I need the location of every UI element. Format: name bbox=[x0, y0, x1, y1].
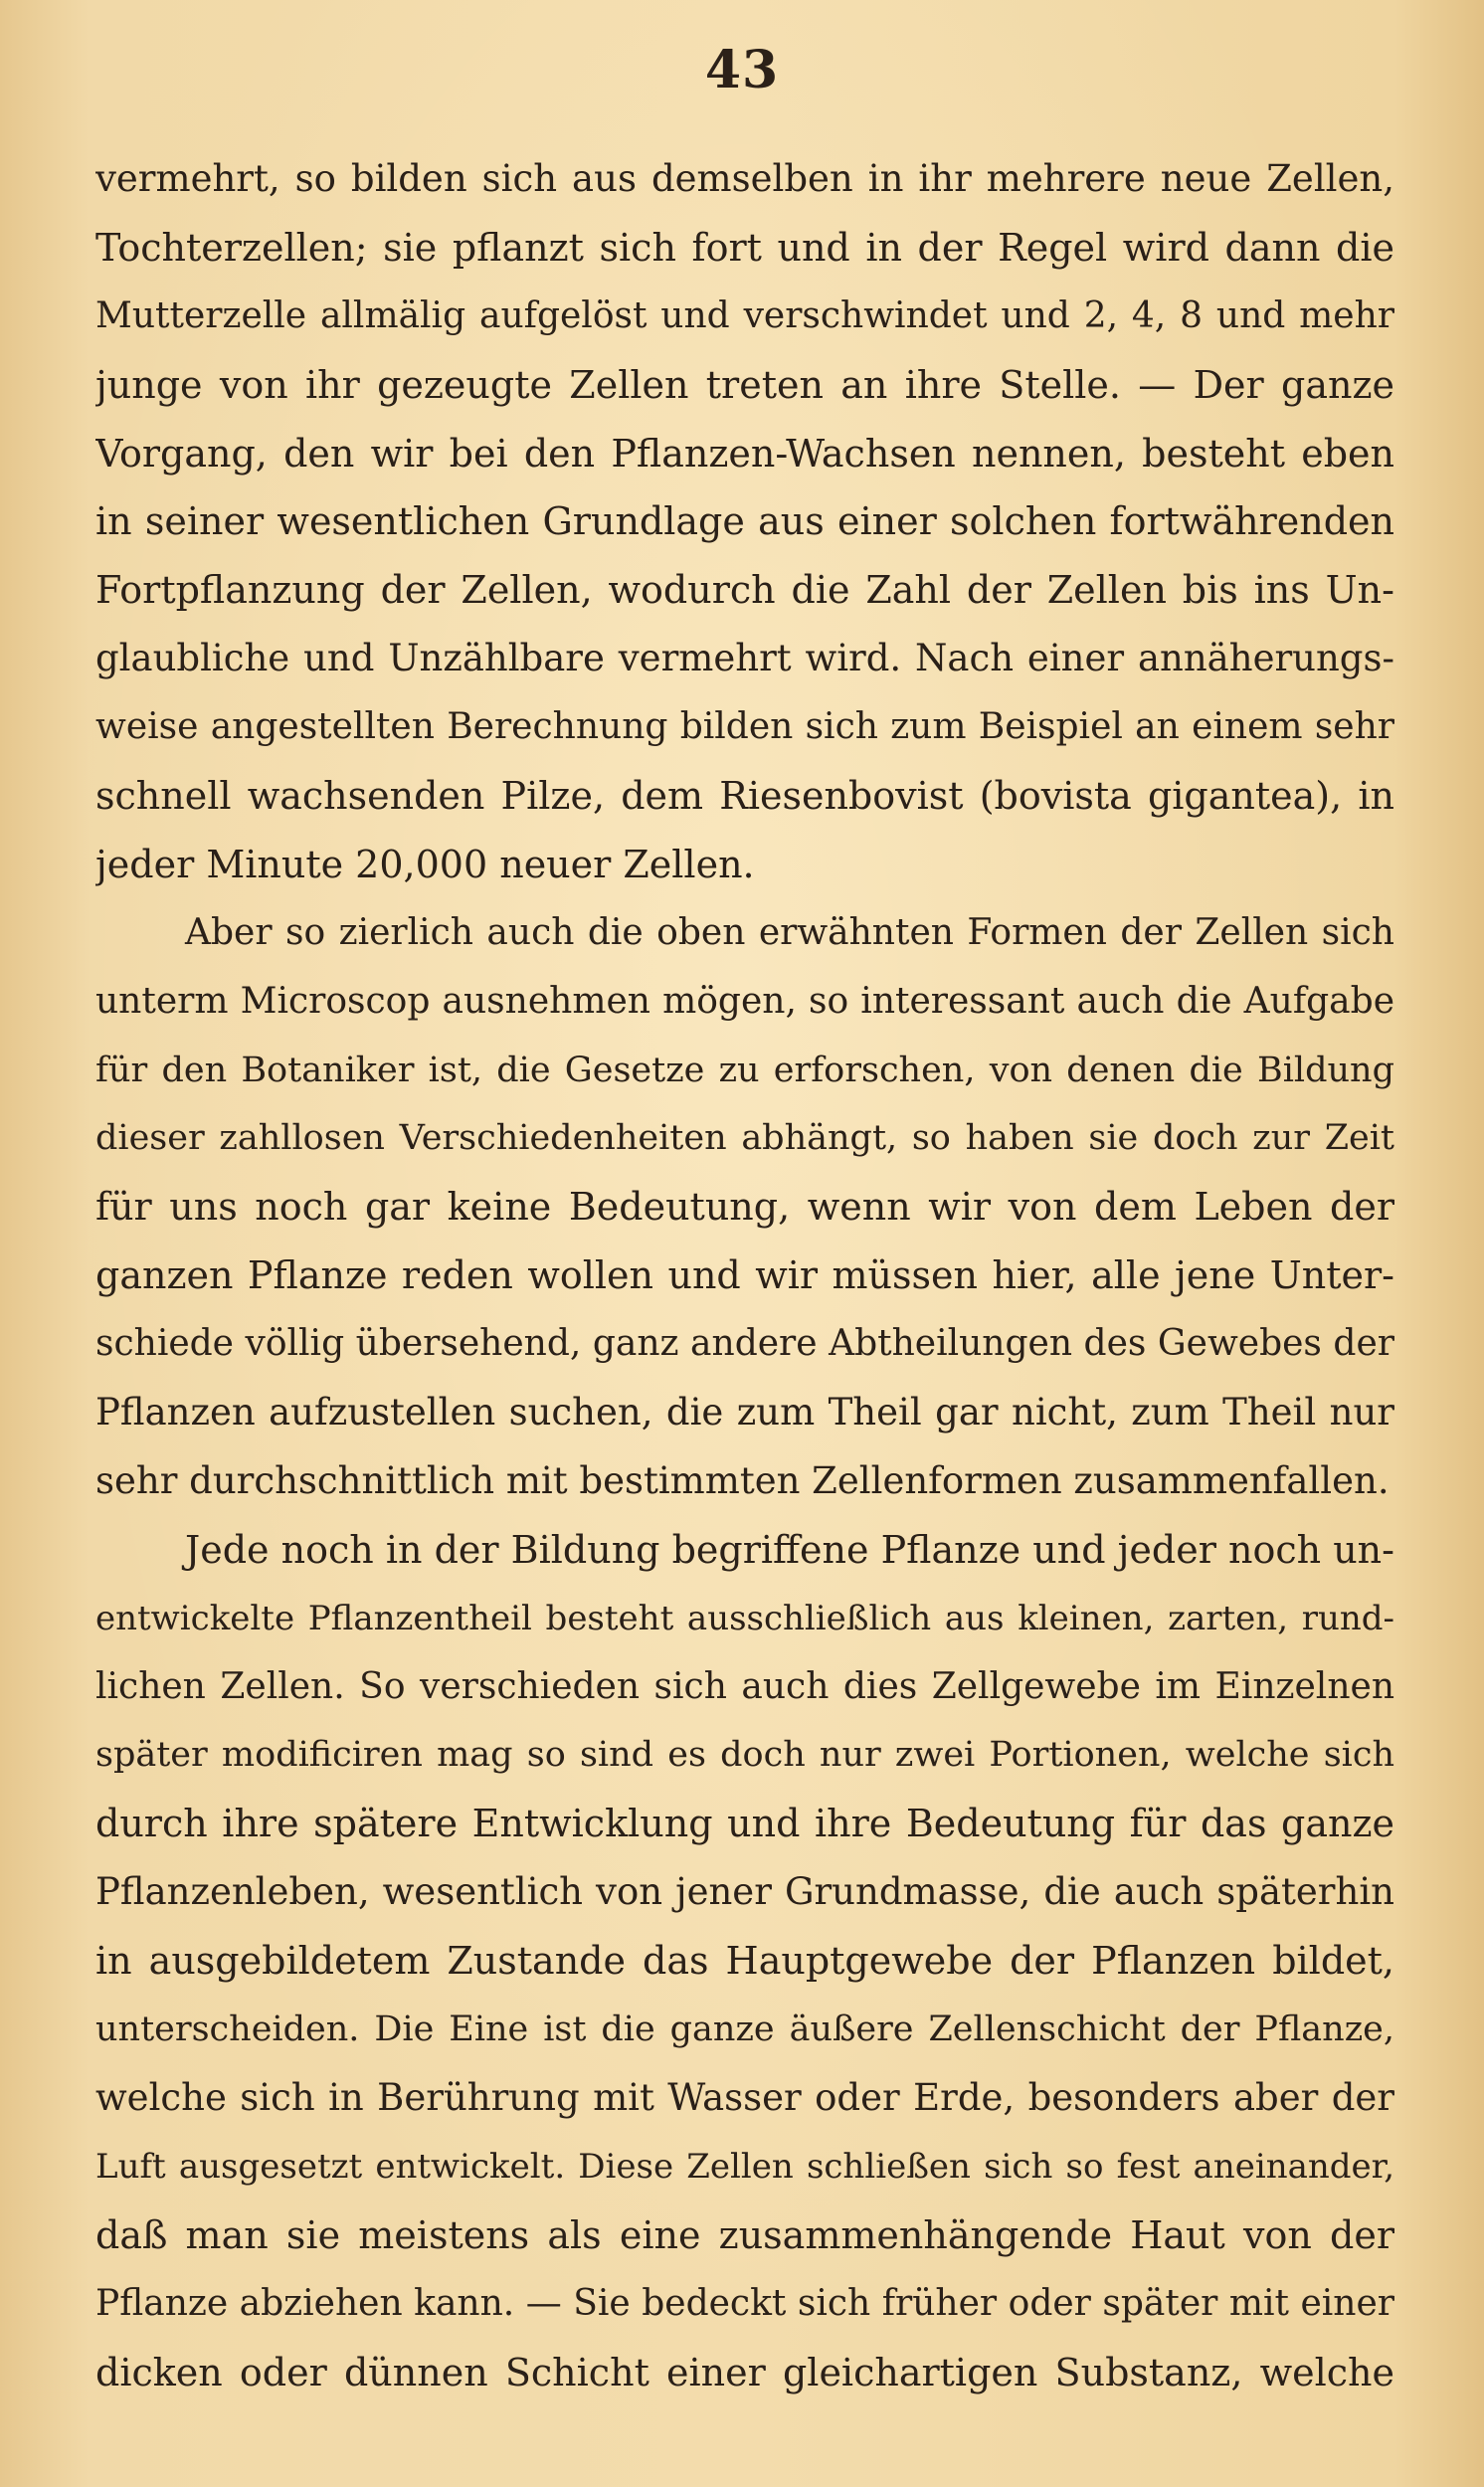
text-line: durch ihre spätere Entwicklung und ihre Bedeutung für das ganze bbox=[95, 1802, 1394, 1846]
text-line: Vorgang, den wir bei den Pflanzen-Wachsen nennen, besteht eben bbox=[95, 431, 1394, 476]
text-line: Pflanzenleben, wesentlich von jener Grundmasse, die auch späterhin bbox=[95, 1870, 1394, 1914]
text-line: schnell wachsenden Pilze, dem Riesenbovist (bovista gigantea), in bbox=[95, 774, 1394, 819]
text-line: Jede noch in der Bildung begriffene Pflanze und jeder noch un- bbox=[185, 1527, 1394, 1572]
text-line: jeder Minute 20,000 neuer Zellen. bbox=[95, 842, 755, 886]
text-line: ganzen Pflanze reden wollen und wir müssen hier, alle jene Unter- bbox=[95, 1253, 1394, 1298]
text-line: unterm Microscop ausnehmen mögen, so interessant auch die Aufgabe bbox=[95, 980, 1394, 1022]
text-line: Aber so zierlich auch die oben erwähnten Formen der Zellen sich bbox=[185, 911, 1394, 953]
text-line: entwickelte Pflanzentheil besteht ausschließlich aus kleinen, zarten, rund- bbox=[95, 1598, 1394, 1638]
paragraph-1 bbox=[95, 145, 1394, 899]
text-line: Pflanzen aufzustellen suchen, die zum Theil gar nicht, zum Theil nur bbox=[95, 1391, 1394, 1435]
text-line: sehr durchschnittlich mit bestimmten Zellenformen zusammenfallen. bbox=[95, 1458, 1390, 1502]
paragraph-2 bbox=[95, 899, 1394, 1516]
text-line: Luft ausgesetzt entwickelt. Diese Zellen schließen sich so fest aneinander, bbox=[95, 2146, 1394, 2187]
text-line: unterscheiden. Die Eine ist die ganze äußere Zellenschicht der Pflanze, bbox=[95, 2009, 1394, 2050]
text-line: Mutterzelle allmälig aufgelöst und verschwindet und 2, 4, 8 und mehr bbox=[95, 294, 1394, 336]
text-line: daß man sie meistens als eine zusammenhängende Haut von der bbox=[95, 2212, 1394, 2257]
text-line: für uns noch gar keine Bedeutung, wenn wir von dem Leben der bbox=[95, 1185, 1394, 1230]
text-line: junge von ihr gezeugte Zellen treten an ihre Stelle. — Der ganze bbox=[95, 362, 1394, 407]
text-line: weise angestellten Berechnung bilden sich zum Beispiel an einem sehr bbox=[95, 706, 1394, 748]
text-line: in ausgebildetem Zustande das Hauptgewebe der Pflanzen bildet, bbox=[95, 1939, 1394, 1984]
text-line: vermehrt, so bilden sich aus demselben in ihr mehrere neue Zellen, bbox=[95, 157, 1394, 200]
text-line: in seiner wesentlichen Grundlage aus einer solchen fortwährenden bbox=[95, 499, 1394, 544]
page-number: 43 bbox=[704, 40, 780, 100]
text-line: Tochterzellen; sie pflanzt sich fort und in der Regel wird dann die bbox=[95, 225, 1394, 270]
text-line: lichen Zellen. So verschieden sich auch dies Zellgewebe im Einzelnen bbox=[95, 1665, 1394, 1707]
body-text bbox=[95, 145, 1394, 2406]
text-line: dieser zahllosen Verschiedenheiten abhängt, so haben sie doch zur Zeit bbox=[95, 1118, 1394, 1159]
paragraph-3 bbox=[95, 1516, 1394, 2407]
text-line: später modificiren mag so sind es doch nur zwei Portionen, welche sich bbox=[95, 1735, 1394, 1776]
text-line: für den Botaniker ist, die Gesetze zu erforschen, von denen die Bildung bbox=[95, 1050, 1394, 1090]
text-line: glaubliche und Unzählbare vermehrt wird. Nach einer annäherungs- bbox=[95, 637, 1394, 680]
text-line: Pflanze abziehen kann. — Sie bedeckt sich früher oder später mit einer bbox=[95, 2282, 1394, 2324]
text-line: Fortpflanzung der Zellen, wodurch die Zahl der Zellen bis ins Un- bbox=[95, 568, 1394, 613]
text-line: welche sich in Berührung mit Wasser oder Erde, besonders aber der bbox=[95, 2075, 1394, 2119]
text-line: schiede völlig übersehend, ganz andere Abtheilungen des Gewebes der bbox=[95, 1323, 1394, 1365]
text-line: dicken oder dünnen Schicht einer gleichartigen Substanz, welche bbox=[95, 2350, 1394, 2394]
